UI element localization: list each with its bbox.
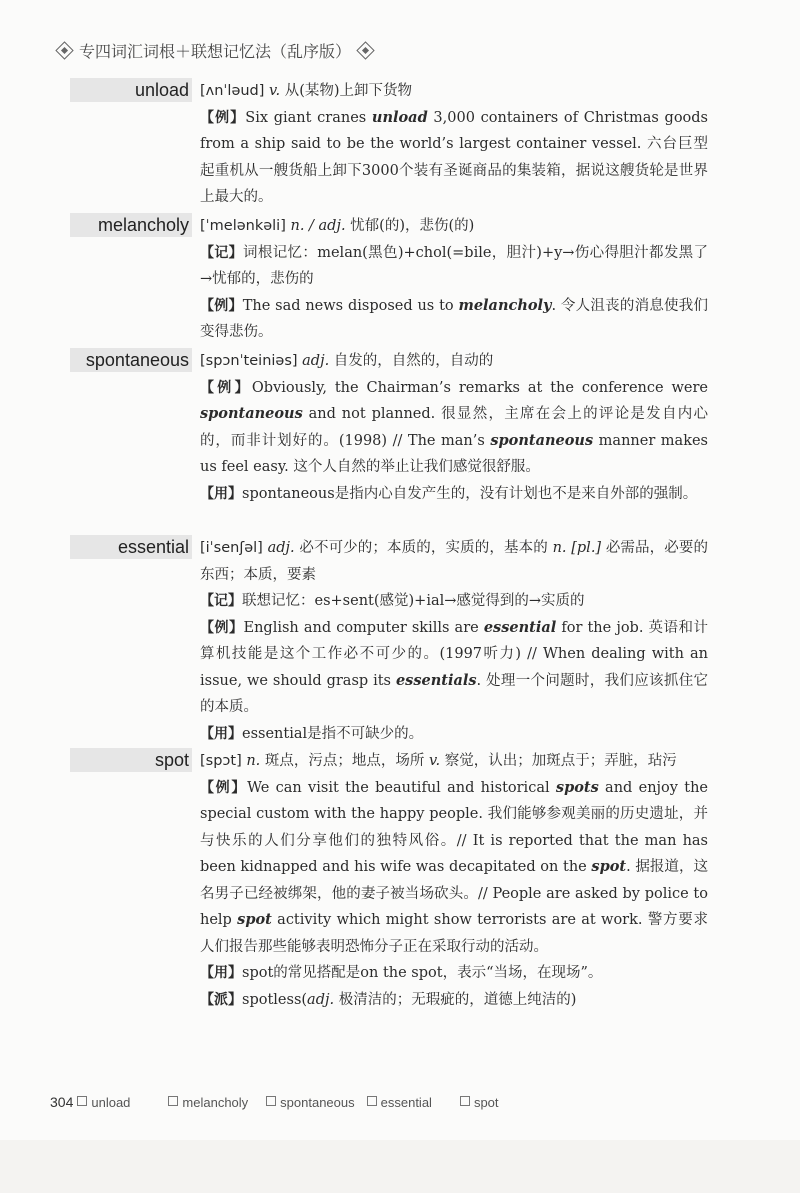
entry-body [200, 535, 708, 747]
checkbox-icon [168, 1096, 178, 1106]
example: 【例】Obviously, the Chairman’s remarks at the conference were spontaneous and not planned. 很显然，主席在会上的评论是发自内心的，而非计划好的。(1998) // The man’s spontaneous manner makes us feel easy. 这个人自然的举止让我们感觉很舒服。 [200, 379, 709, 475]
headword: essential [70, 535, 192, 559]
entry-body [200, 78, 708, 211]
example: 【例】We can visit the beautiful and historical spots and enjoy the special custom with the happy people. 我们能够参观美丽的历史遗址，并与快乐的人们分享他们的独特风俗。// It is reported that the man has been kidnapped and his wife was decapitated on the spot. 据报道，这名男子已经被绑架，他的妻子被当场砍头。// People are asked by police to help spot activity which might show terrorists are at work. 警方要求人们报告那些能够表明恐怖分子正在采取行动的活动。 [200, 778, 708, 955]
memory-note: 【记】词根记忆：melan(黑色)+chol(=bile，胆汁)+y→伤心得胆汁都发黑了→忧郁的，悲伤的 [200, 244, 708, 287]
example: 【例】Six giant cranes unload 3,000 containers of Christmas goods from a ship said to be the world’s largest container vessel. 六台巨型起重机从一艘货船上卸下3000个装有圣诞商品的集装箱，据说这艘货轮是世界上最大的。 [200, 108, 708, 205]
checkbox-icon [266, 1096, 276, 1106]
definition: [spɔnˈteiniəs] adj. 自发的，自然的，自动的 [200, 353, 494, 369]
diamond-ornament-icon [55, 41, 73, 59]
index-item: unload [77, 1095, 130, 1110]
headword: spot [70, 748, 192, 772]
entry-body [200, 213, 708, 346]
entry-body [200, 348, 708, 507]
usage-note: 【用】essential是指不可缺少的。 [200, 725, 424, 742]
definition: [iˈsenʃəl] adj. 必不可少的；本质的，实质的，基本的 n. [pl.] 必需品，必要的东西；本质，要素 [200, 540, 709, 583]
index-item: essential [367, 1095, 432, 1110]
page-number: 304 [50, 1094, 74, 1110]
example: 【例】English and computer skills are essential for the job. 英语和计算机技能是这个工作必不可少的。(1997听力) // When dealing with an issue, we should grasp its essentials. 处理一个问题时，我们应该抓住它的本质。 [200, 618, 709, 715]
memory-note: 【记】联想记忆：es+sent(感觉)+ial→感觉得到的→实质的 [200, 593, 585, 609]
usage-note: 【用】spot的常见搭配是on the spot，表示“当场，在现场”。 [200, 965, 603, 981]
headword: unload [70, 78, 192, 102]
entry-body [200, 748, 708, 1013]
header-title: 专四词汇词根＋联想记忆法（乱序版） [79, 41, 352, 61]
index-item: spontaneous [266, 1095, 354, 1110]
page-footer [50, 1094, 750, 1110]
index-item: spot [460, 1095, 499, 1110]
example: 【例】The sad news disposed us to melancholy. 令人沮丧的消息使我们变得悲伤。 [200, 296, 709, 340]
headword: melancholy [70, 213, 192, 237]
definition: [ʌnˈləud] v. 从(某物)上卸下货物 [200, 83, 413, 99]
checkbox-icon [77, 1096, 87, 1106]
index-item: melancholy [168, 1095, 248, 1110]
running-header [58, 38, 372, 62]
checkbox-icon [367, 1096, 377, 1106]
headword: spontaneous [70, 348, 192, 372]
diamond-ornament-icon [356, 41, 374, 59]
usage-note: 【用】spontaneous是指内心自发产生的，没有计划也不是来自外部的强制。 [200, 485, 698, 502]
checkbox-icon [460, 1096, 470, 1106]
derivative-note: 【派】spotless(adj. 极清洁的；无瑕疵的，道德上纯洁的) [200, 991, 577, 1008]
definition: [ˈmelənkəli] n. / adj. 忧郁(的)，悲伤(的) [200, 218, 475, 234]
definition: [spɔt] n. 斑点，污点；地点，场所 v. 察觉，认出；加斑点于；弄脏，玷污 [200, 753, 677, 769]
